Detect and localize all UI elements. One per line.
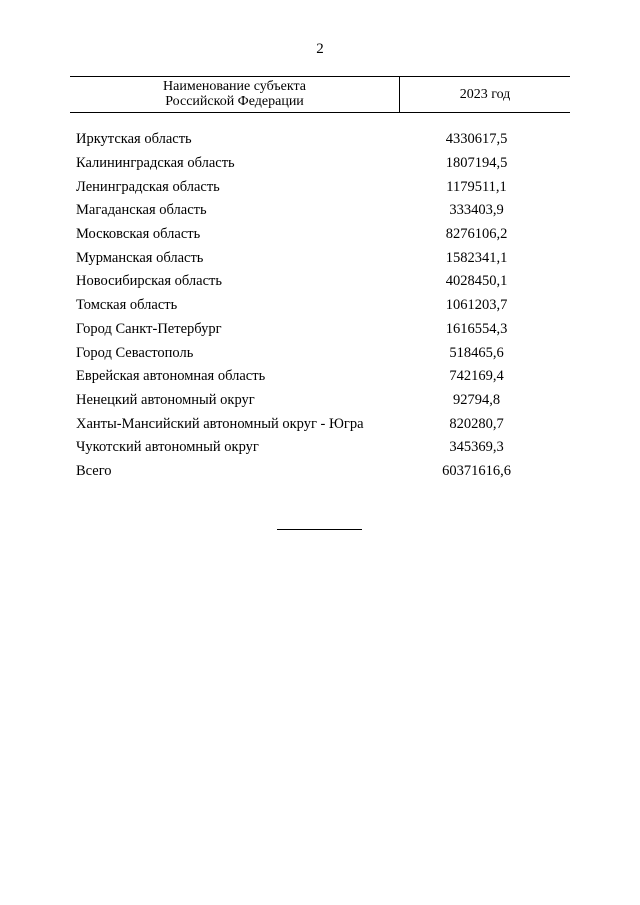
table-row (76, 412, 536, 436)
header-subject-name-line1: Наименование субъекта (163, 79, 306, 94)
table-row (76, 294, 536, 318)
table-row (76, 199, 536, 223)
table-row (76, 436, 536, 460)
row-subject-name: Ханты-Мансийский автономный округ - Югра (76, 415, 364, 432)
row-value: 742169,4 (449, 368, 504, 385)
row-subject-name: Томская область (76, 297, 178, 314)
row-subject-name: Московская область (76, 226, 201, 243)
row-total-value: 60371616,6 (442, 462, 511, 479)
row-value: 8276106,2 (445, 226, 508, 243)
row-value: 92794,8 (452, 391, 501, 408)
row-value: 518465,6 (449, 344, 504, 361)
row-subject-name: Ленинградская область (76, 178, 220, 195)
row-subject-name: Новосибирская область (76, 273, 222, 290)
row-value: 820280,7 (449, 415, 504, 432)
row-value: 4330617,5 (445, 131, 508, 148)
table-row (76, 175, 536, 199)
table-body (76, 128, 536, 483)
page-number: 2 (316, 41, 324, 57)
row-value: 4028450,1 (445, 273, 508, 290)
table-row (76, 246, 536, 270)
row-value: 1807194,5 (445, 155, 508, 172)
table-row (76, 318, 536, 342)
row-subject-name: Город Санкт-Петербург (76, 320, 222, 337)
end-of-document-rule (277, 529, 362, 530)
row-subject-name: Магаданская область (76, 202, 207, 219)
row-subject-name: Ненецкий автономный округ (76, 391, 255, 408)
header-year: 2023 год (459, 87, 511, 102)
header-subject-name (70, 77, 400, 112)
table-row (76, 223, 536, 247)
row-value: 345369,3 (449, 439, 504, 456)
table-row (76, 128, 536, 152)
row-value: 1179511,1 (446, 178, 507, 195)
row-subject-name: Чукотский автономный округ (76, 439, 259, 456)
table-row (76, 270, 536, 294)
row-total-label: Всего (76, 462, 112, 479)
row-subject-name: Город Севастополь (76, 344, 194, 361)
row-subject-name: Иркутская область (76, 131, 192, 148)
row-value: 1616554,3 (445, 320, 508, 337)
row-subject-name: Калининградская область (76, 155, 235, 172)
table-row (76, 365, 536, 389)
table-row (76, 152, 536, 176)
table-header (70, 76, 570, 113)
row-value: 1582341,1 (445, 249, 508, 266)
row-value: 1061203,7 (445, 297, 508, 314)
row-subject-name: Еврейская автономная область (76, 368, 266, 385)
row-subject-name: Мурманская область (76, 249, 204, 266)
row-value: 333403,9 (449, 202, 504, 219)
header-subject-name-line2: Российской Федерации (165, 94, 304, 109)
table-row (76, 389, 536, 413)
table-row-total (76, 460, 536, 484)
table-row (76, 341, 536, 365)
